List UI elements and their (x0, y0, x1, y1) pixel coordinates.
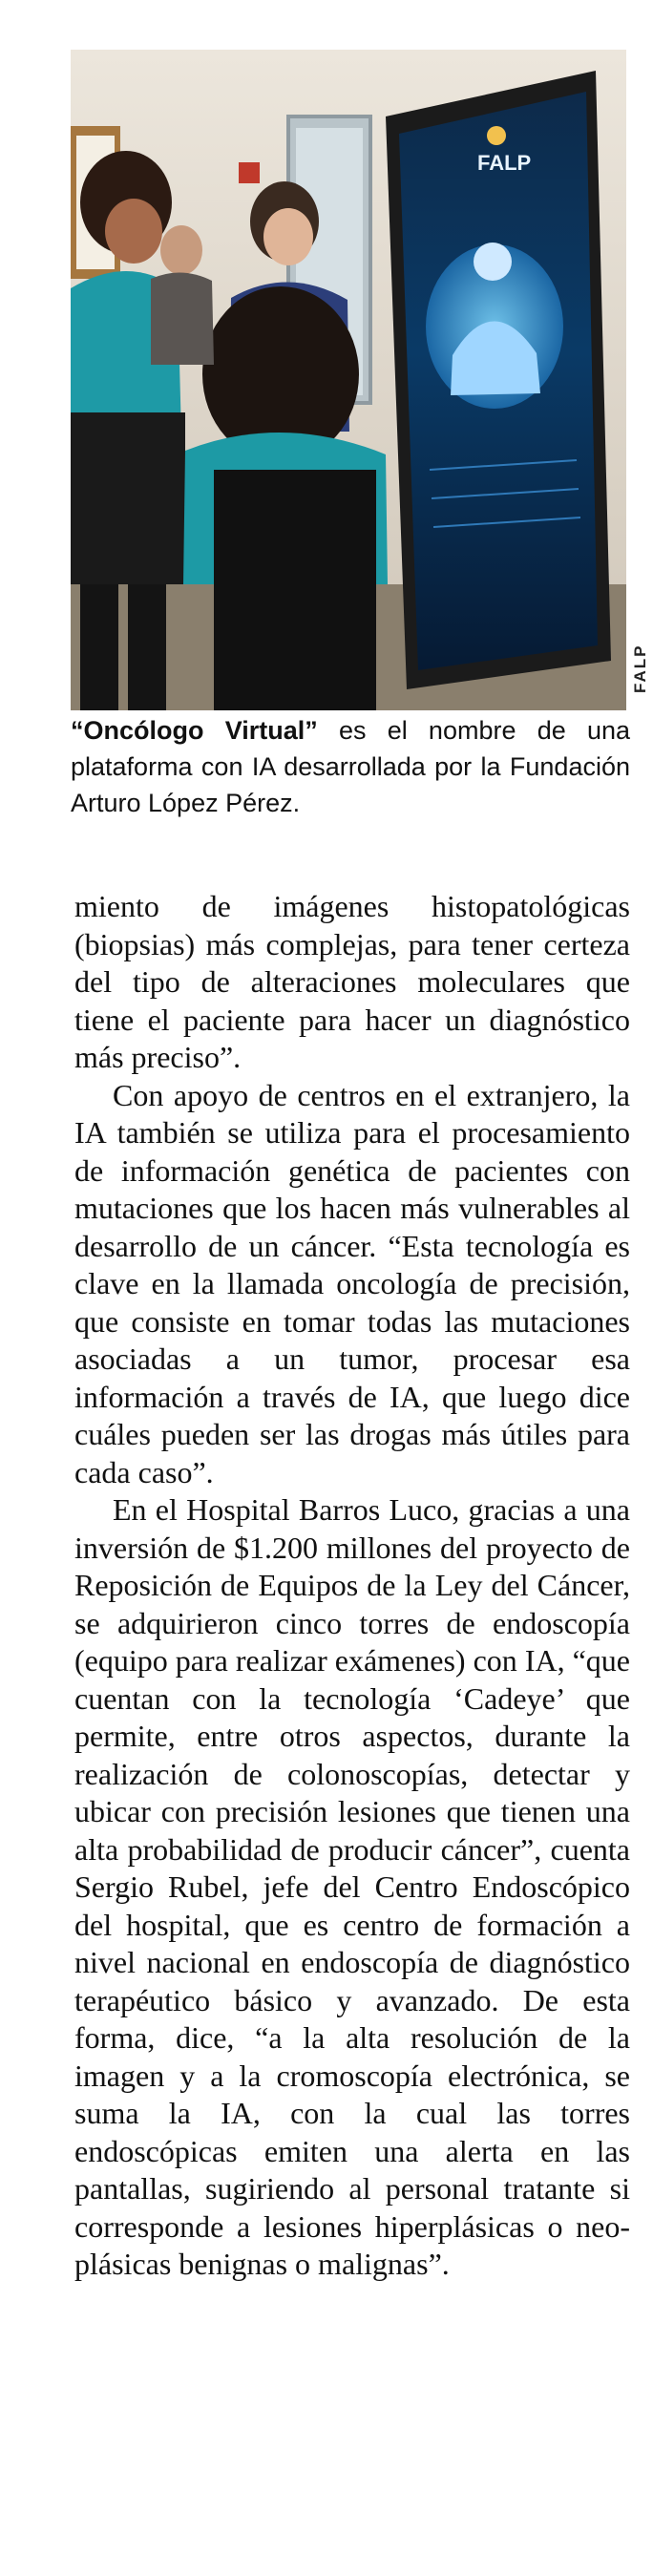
photo-credit: FALP (631, 644, 649, 693)
caption-lead: “Oncólogo Virtual” (71, 716, 318, 745)
caption-text: es el nombre de una plataforma con IA desarrollada por la Fundación Arturo López Pérez. (71, 716, 630, 817)
article-photo (71, 50, 626, 710)
photo-caption (71, 712, 630, 821)
article-body (74, 888, 630, 2284)
article-paragraph: miento de imágenes histopatológicas (biopsias) más complejas, para tener certeza del tipo de alteraciones moleculares que tiene el paciente para hacer un diagnóstico más preciso”. (74, 889, 630, 1074)
article-paragraph: En el Hospital Barros Luco, gracias a una inversión de $1.200 millones del proyecto de Reposición de Equipos de la Ley del Cáncer, se adquirieron cinco torres de endoscopía (equipo para realizar exámenes) con IA, “que cuentan con la tecnología ‘Cadeye’ que permite, entre otros aspectos, durante la realización de colonoscopías, detectar y ubicar con precisión lesiones que tienen una alta probabilidad de producir cáncer”, cuenta Sergio Rubel, jefe del Centro Endoscópico del hospital, que es centro de formación a nivel nacional en endoscopía de diagnóstico terapéutico básico y avanzado. De esta forma, dice, “a la alta resolución de la imagen y a la cromoscopía electrónica, se suma la IA, con la cual las torres endoscópicas emiten una alerta en las pantallas, sugiriendo al personal tratante si corresponde a lesiones hiperplásicas o neoplásicas benignas o malignas”. (74, 1492, 630, 2281)
screen-logo: FALP (477, 151, 532, 175)
article-paragraph: Con apoyo de centros en el extranjero, la IA también se utiliza para el procesamiento de información genética de pacientes con mutaciones que los hacen más vulnerables al desarrollo de un cáncer. “Esta tecnología es clave en la llamada oncología de precisión, que consiste en tomar todas las mutaciones asociadas a un tumor, procesar esa información a través de IA, que luego dice cuáles pueden ser las drogas más útiles para cada caso”. (74, 1077, 630, 1489)
photo-illustration (71, 50, 626, 710)
